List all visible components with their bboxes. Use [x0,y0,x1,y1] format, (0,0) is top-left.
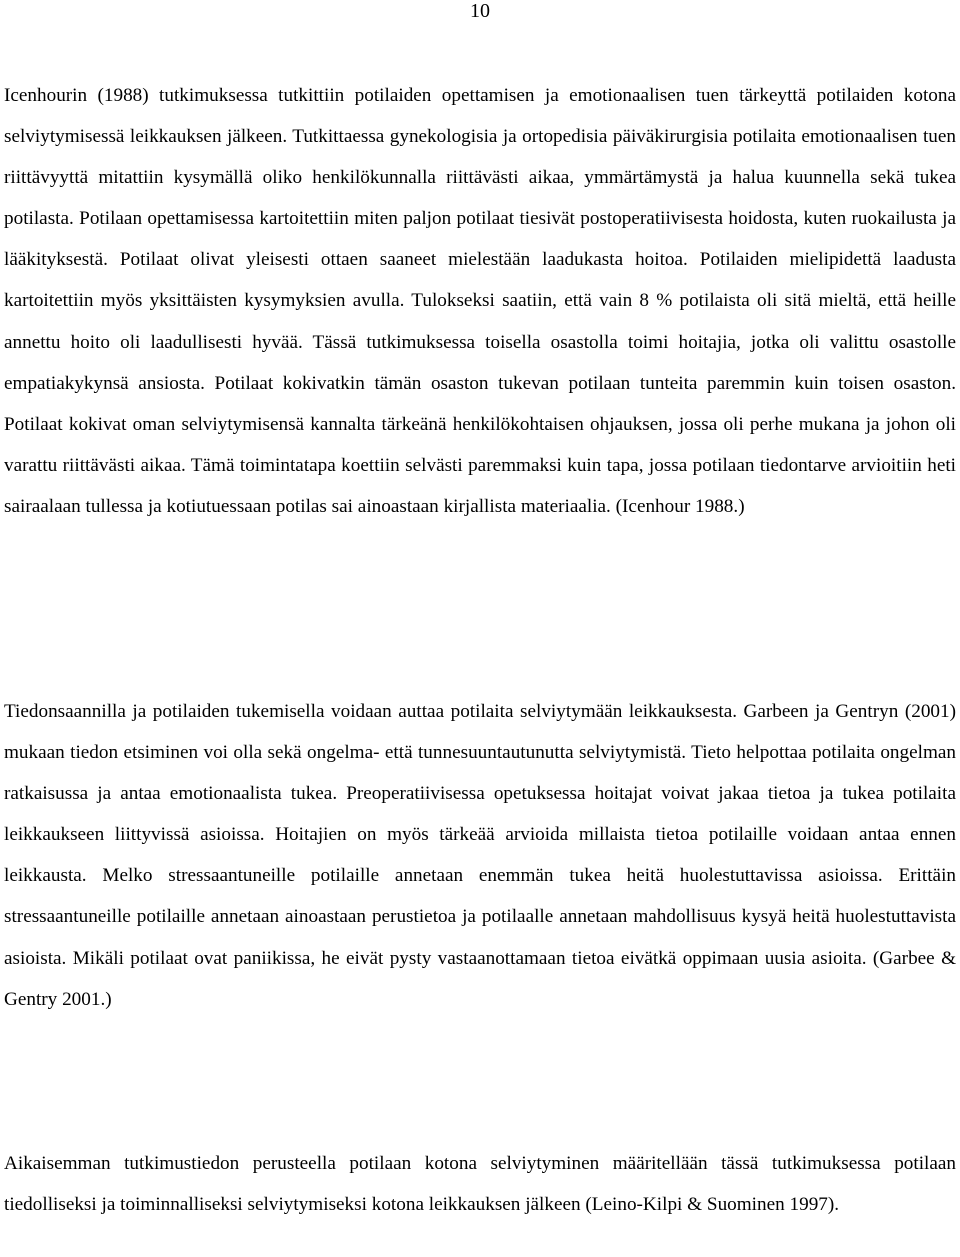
paragraph-definition: Aikaisemman tutkimustiedon perusteella potilaan kotona selviytyminen määritellään tässä tutkimuksessa potilaan tiedolliseksi ja toiminnalliseksi selviytymiseksi kotona leikkauksen jälkeen (Leino-Kilpi & Suominen 1997). [4,1153,956,1216]
paragraph-information-support: Tiedonsaannilla ja potilaiden tukemisella voidaan auttaa potilaita selviytymään leikkauksesta. Garbeen ja Gentryn (2001) mukaan tiedon etsiminen voi olla sekä ongelma- että tunnesuuntautunutta selviytymistä. Tieto helpottaa potilaita ongelman ratkaisussa ja antaa emotionaalista tukea. Preoperatiivisessa opetuksessa hoitajat voivat jakaa tietoa ja tukea potilaita leikkaukseen liittyvissä asioissa. Hoitajien on myös tärkeää arvioida millaista tietoa potilaille voidaan antaa ennen leikkausta. Melko stressaantuneille potilaille annetaan enemmän tukea heitä huolestuttavissa asioissa. Erittäin stressaantuneille potilaille annetaan ainoastaan perustietoa ja potilaalle annetaan mahdollisuus kysyä heitä huolestuttavista asioista. Mikäli potilaat ovat paniikissa, he eivät pysty vastaanottamaan tietoa eivätkä oppimaan uusia asioita. (Garbee & Gentry 2001.) [4,701,956,1010]
page-number: 10 [470,0,490,22]
paragraph-icenhour-study: Icenhourin (1988) tutkimuksessa tutkittiin potilaiden opettamisen ja emotionaalisen tuen tärkeyttä potilaiden kotona selviytymisessä leikkauksen jälkeen. Tutkittaessa gynekologisia ja ortopedisia päiväkirurgisia potilaita emotionaalisen tuen riittävyyttä mitattiin kysymällä oliko henkilökunnalla riittävästi aikaa, ymmärtämystä ja halua kuunnella sekä tukea potilasta. Potilaan opettamisessa kartoitettiin miten paljon potilaat tiesivät postoperatiivisesta hoidosta, kuten ruokailusta ja lääkityksestä. Potilaat olivat yleisesti ottaen saaneet mielestään laadukasta hoitoa. Potilaiden mielipidettä laadusta kartoitettiin myös yksittäisten kysymyksien avulla. Tulokseksi saatiin, että vain 8 % potilaista oli sitä mieltä, että heille annettu hoito oli laadullisesti hyvää. Tässä tutkimuksessa toisella osastolla toimi hoitajia, jotka oli valittu osastolle empatiakykynsä ansiosta. Potilaat kokivatkin tämän osaston tukevan potilaan tunteita paremmin kuin toisen osaston. Potilaat kokivat oman selviytymisensä kannalta tärkeänä henkilökohtaisen ohjauksen, jossa oli perhe mukana ja johon oli varattu riittävästi aikaa. Tämä toimintatapa koettiin selvästi paremmaksi kuin tapa, jossa potilaan tiedontarve arvioitiin heti sairaalaan tullessa ja kotiutuessaan potilas sai ainoastaan kirjallista materiaalia. (Icenhour 1988.) [4,85,956,517]
